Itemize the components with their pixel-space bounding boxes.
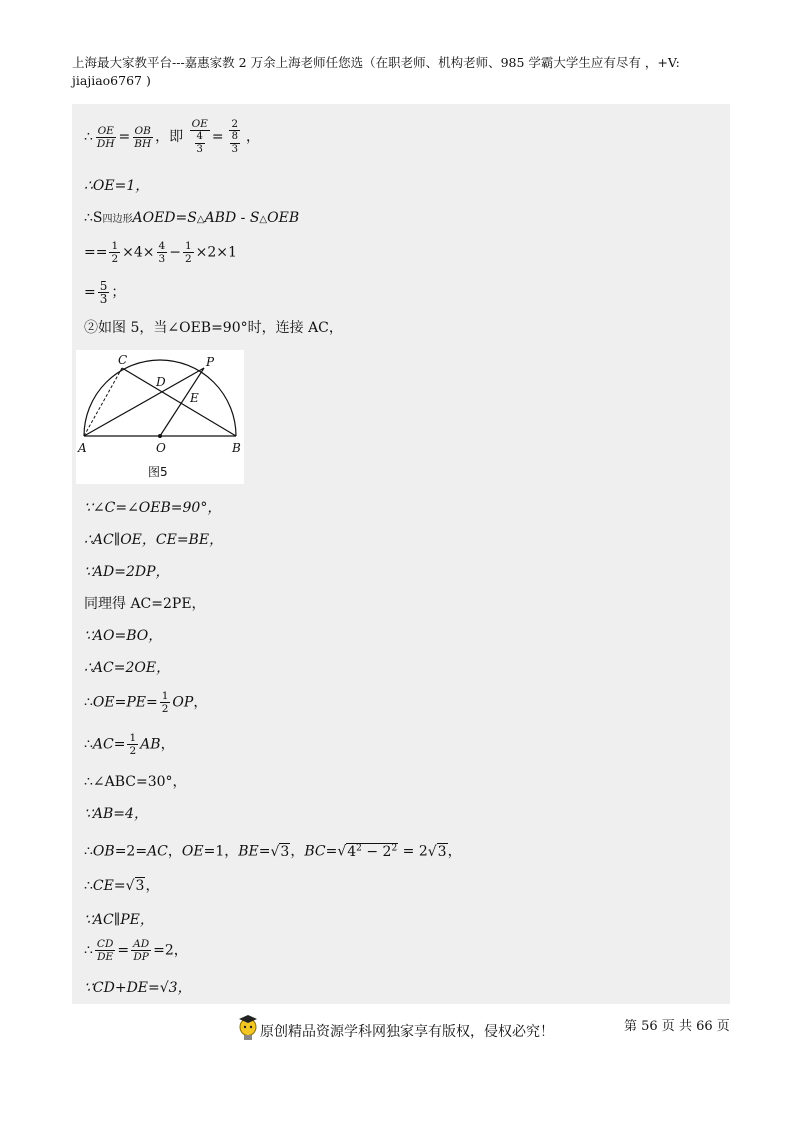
- line-ac-oe: ∴AC=2OE，: [84, 660, 171, 676]
- fraction: $\frac{OB}{BH}$: [134, 124, 152, 150]
- label-e: E: [190, 391, 199, 405]
- line-ao-bo: ∵AO=BO，: [84, 628, 163, 644]
- line-ce: ∴CE=√3，: [84, 878, 160, 894]
- label-d: D: [156, 375, 166, 389]
- equation-ratio: ∴ $\frac{OE}{DH}$ = $\frac{OB}{BH}$ ，即 $\frac{OE}{\frac{4}{3}}$ = $\frac{2}{\frac{8}{3}}$ ，: [84, 118, 260, 155]
- page-number: 第 56 页 共 66 页: [624, 1019, 730, 1034]
- fraction: $\frac{OE}{\frac{4}{3}}$: [191, 118, 208, 155]
- semicircle-diagram: [76, 350, 244, 484]
- label-b: B: [232, 441, 241, 455]
- header-line-2: jiajiao6767 ): [72, 73, 151, 88]
- equation-oe: ∴OE=1，: [84, 178, 150, 194]
- line-similar: 同理得 AC=2PE，: [84, 596, 206, 612]
- line-angle-c: ∵∠C=∠OEB=90°，: [84, 500, 222, 516]
- line-ratio-cd-de: ∴ $\frac{CD}{DE}$ = $\frac{AD}{DP}$ =2，: [84, 938, 188, 963]
- line-ad: ∵AD=2DP，: [84, 564, 170, 580]
- figure-5: [76, 350, 244, 484]
- fraction: $\frac{2}{\frac{8}{3}}$: [231, 118, 239, 155]
- line-parallel: ∴AC∥OE，CE=BE，: [84, 532, 224, 548]
- label-a: A: [78, 441, 87, 455]
- label-o: O: [156, 441, 166, 455]
- solution-panel: [72, 104, 730, 1004]
- line-ac-half-ab: ∴AC= $\frac{1}{2}$ AB，: [84, 732, 175, 757]
- page-header: [72, 54, 732, 90]
- label-c: C: [118, 353, 128, 367]
- line-ab: ∵AB=4，: [84, 806, 148, 822]
- equation-area-calc: == $\frac{1}{2}$ ×4× $\frac{4}{3}$ − $\frac{1}{2}$ ×2×1: [84, 240, 237, 265]
- line-angle-abc: ∴∠ABC=30°，: [84, 774, 187, 790]
- equation-area-result: = $\frac{5}{3}$ ；: [84, 279, 126, 306]
- label-p: P: [206, 355, 215, 369]
- line-oe-pe: ∴OE=PE= $\frac{1}{2}$ OP，: [84, 690, 208, 715]
- header-line-1: 上海最大家教平台---嘉惠家教 2 万余上海老师任您选（在职老师、机构老师、985 学霸大学生应有尽有 ，+V:: [72, 55, 680, 70]
- case-2-heading: ②如图 5，当∠OEB=90°时，连接 AC，: [84, 320, 343, 336]
- lightbulb-graduate-icon: [236, 1014, 260, 1044]
- line-cd-de: ∵CD+DE=√3，: [84, 980, 192, 996]
- figure-caption: 图5: [148, 465, 168, 479]
- footer-copyright: 原创精品资源学科网独家享有版权，侵权必究！: [260, 1024, 554, 1040]
- line-lengths: ∴OB=2=AC，OE=1，BE=√3，$BC=√4^2 - 2^2 = 2√3$，: [84, 843, 462, 860]
- fraction: $\frac{OE}{DH}$: [96, 124, 115, 150]
- line-ac-pe: ∵AC∥PE，: [84, 912, 154, 928]
- equation-area: ∴S四边形AOED=S△ABD - S△OEB: [84, 210, 300, 226]
